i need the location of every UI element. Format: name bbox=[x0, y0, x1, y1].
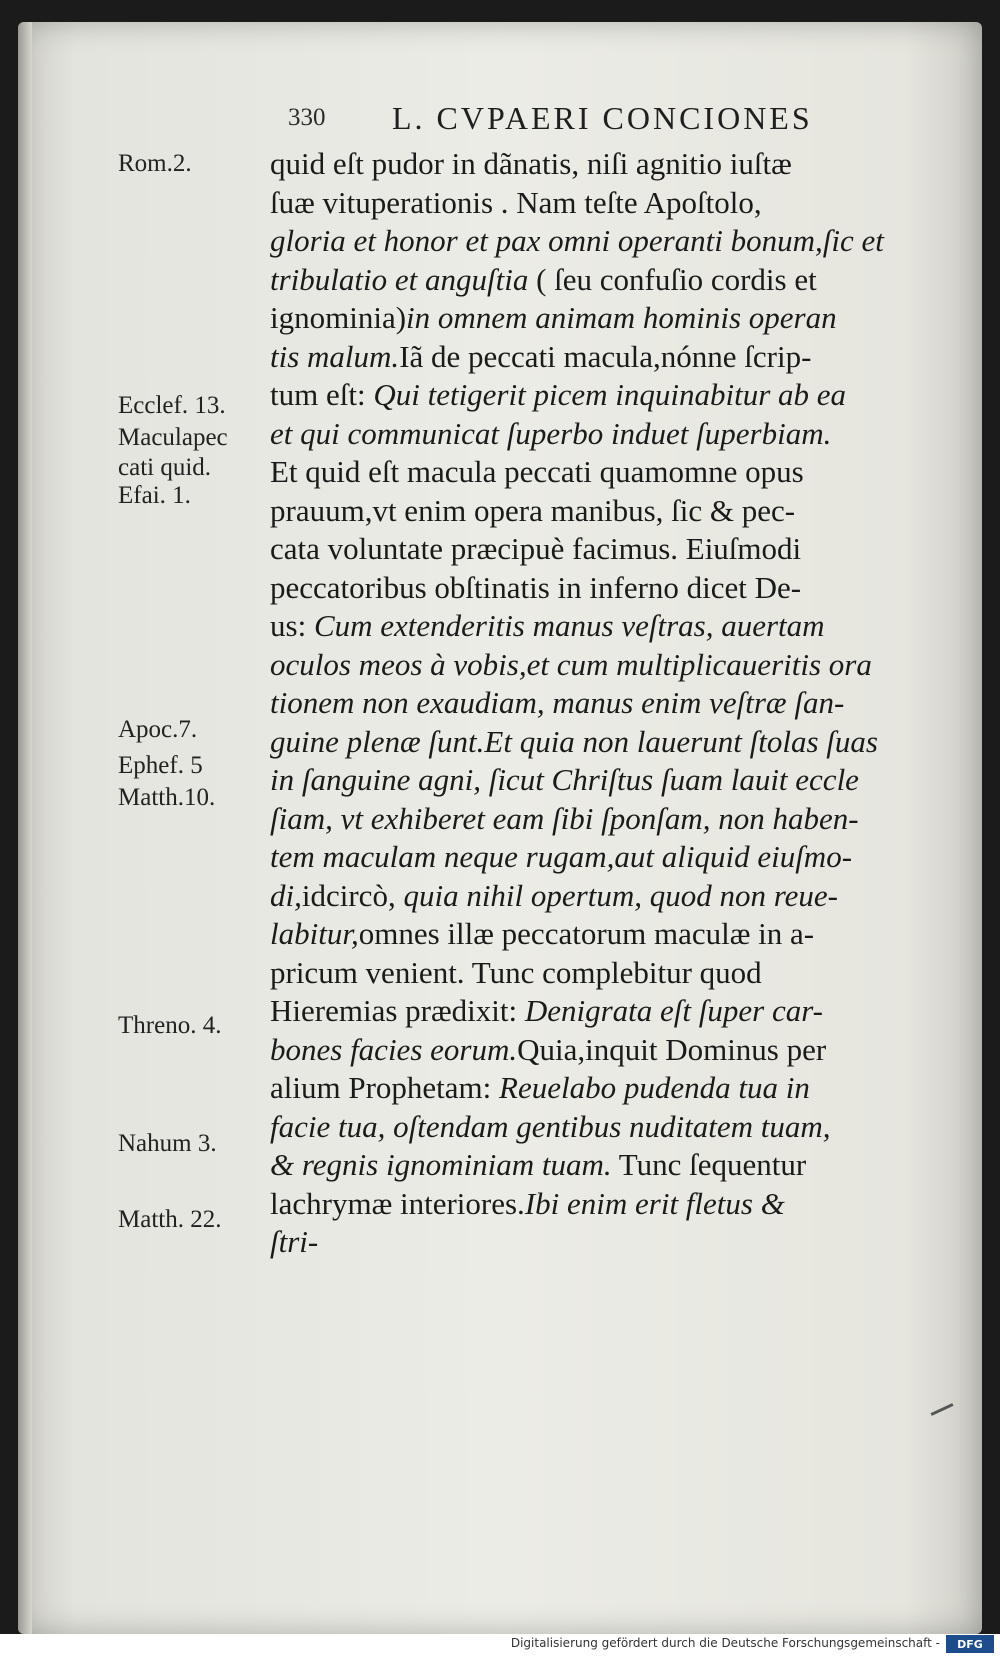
text-line bbox=[270, 1068, 930, 1108]
text-line bbox=[270, 1145, 930, 1185]
text-segment: Tunc ſequentur bbox=[611, 1147, 807, 1182]
text-line bbox=[270, 144, 930, 184]
italic-segment: in ſanguine agni, ſicut Chriſtus ſuam lauit eccle bbox=[270, 762, 859, 797]
text-line bbox=[270, 414, 930, 454]
text-segment: idcircò, bbox=[301, 877, 404, 913]
margin-note: Rom.2. bbox=[118, 150, 192, 177]
text-segment: omnes illæ peccatorum maculæ in a- bbox=[358, 916, 815, 951]
italic-segment: tribulatio et anguſtia bbox=[270, 261, 529, 297]
italic-segment: Reuelabo pudenda tua in bbox=[499, 1070, 810, 1105]
italic-segment: guine plenæ ſunt.Et quia non lauerunt ſtolas ſuas bbox=[270, 723, 878, 759]
text-segment: prauum,vt enim opera manibus, ſic & pec- bbox=[270, 492, 796, 528]
text-segment: ( ſeu confuſio cordis et bbox=[528, 261, 817, 297]
italic-segment: gloria et honor et pax omni operanti bonum,ſic et bbox=[270, 223, 884, 258]
italic-segment: di, bbox=[270, 877, 302, 913]
text-line bbox=[270, 452, 930, 492]
text-segment: Hieremias prædixit: bbox=[270, 993, 525, 1028]
text-segment: ſuæ vituperationis . Nam teſte Apoſtolo, bbox=[270, 184, 762, 220]
text-segment: Iã de peccati macula,nónne ſcrip- bbox=[399, 338, 812, 374]
text-line bbox=[270, 876, 930, 916]
margin-note: Matth.10. bbox=[118, 784, 216, 811]
text-line bbox=[270, 645, 930, 685]
text-line bbox=[270, 953, 930, 993]
margin-note: Efai. 1. bbox=[118, 482, 191, 509]
text-line bbox=[270, 991, 930, 1031]
text-line bbox=[270, 529, 930, 569]
text-line bbox=[270, 799, 930, 839]
text-line bbox=[270, 1107, 930, 1147]
text-line bbox=[270, 606, 930, 646]
italic-segment: Qui tetigerit picem inquinabitur ab ea bbox=[373, 377, 847, 412]
text-segment: ignominia) bbox=[270, 300, 407, 335]
text-line bbox=[270, 760, 930, 800]
footer-credit: Digitalisierung gefördert durch die Deutsche Forschungsgemeinschaft - bbox=[510, 1636, 940, 1650]
text-line bbox=[270, 221, 930, 261]
italic-segment: ſtri- bbox=[270, 1224, 319, 1259]
text-line bbox=[270, 914, 930, 954]
text-segment: peccatoribus obſtinatis in inferno dicet De- bbox=[270, 569, 802, 605]
margin-note: Maculapec bbox=[118, 424, 228, 451]
page-number: 330 bbox=[288, 104, 326, 131]
text-segment: Quia,inquit Dominus per bbox=[517, 1031, 827, 1067]
margin-note: Ephef. 5 bbox=[118, 752, 203, 779]
italic-segment: tionem non exaudiam, manus enim veſtræ ſan- bbox=[270, 685, 845, 720]
margin-note: cati quid. bbox=[118, 454, 212, 481]
text-segment: pricum venient. Tunc complebitur quod bbox=[270, 954, 762, 990]
text-line bbox=[270, 568, 930, 608]
margin-note: Matth. 22. bbox=[118, 1206, 222, 1233]
running-title: L. CVPAERI CONCIONES bbox=[392, 100, 813, 136]
text-segment: quid eſt pudor in dãnatis, niſi agnitio iuſtæ bbox=[270, 146, 792, 181]
italic-segment: labitur, bbox=[270, 916, 359, 951]
text-segment: cata voluntate præcipuè facimus. Eiuſmodi bbox=[270, 531, 802, 566]
text-segment: tum eſt: bbox=[270, 377, 374, 412]
text-line bbox=[270, 260, 930, 300]
margin-note: Threno. 4. bbox=[118, 1012, 222, 1039]
margin-note: Ecclef. 13. bbox=[118, 392, 226, 419]
italic-segment: oculos meos à vobis,et cum multiplicaueritis ora bbox=[270, 646, 872, 682]
text-segment: us: bbox=[270, 608, 314, 643]
text-line bbox=[270, 683, 930, 723]
text-line bbox=[270, 183, 930, 223]
margin-note: Nahum 3. bbox=[118, 1130, 217, 1157]
italic-segment: bones facies eorum. bbox=[270, 1031, 518, 1067]
italic-segment: tis malum. bbox=[270, 338, 400, 374]
italic-segment: et qui communicat ſuperbo induet ſuperbiam. bbox=[270, 415, 832, 451]
italic-segment: tem maculam neque rugam,aut aliquid eiuſmo- bbox=[270, 839, 853, 874]
text-segment: alium Prophetam: bbox=[270, 1070, 500, 1105]
italic-segment: ſiam, vt exhiberet eam ſibi ſponſam, non haben- bbox=[270, 800, 859, 836]
text-line bbox=[270, 837, 930, 877]
page-edge bbox=[18, 22, 32, 1634]
italic-segment: quia nihil opertum, quod non reue- bbox=[403, 877, 838, 913]
italic-segment: Ibi enim erit fletus & bbox=[524, 1185, 785, 1221]
dfg-logo: DFG bbox=[946, 1635, 994, 1653]
text-line bbox=[270, 1030, 930, 1070]
text-segment: Et quid eſt macula peccati quamomne opus bbox=[270, 454, 804, 489]
italic-segment: Cum extenderitis manus veſtras, auertam bbox=[313, 608, 825, 643]
text-line bbox=[270, 375, 930, 415]
text-line bbox=[270, 337, 930, 377]
text-line bbox=[270, 298, 930, 338]
text-line bbox=[270, 491, 930, 531]
text-line bbox=[270, 1222, 930, 1262]
italic-segment: Denigrata eſt ſuper car- bbox=[524, 993, 823, 1028]
text-line bbox=[270, 722, 930, 762]
italic-segment: in omnem animam hominis operan bbox=[406, 300, 837, 335]
footer-bar bbox=[0, 1634, 1000, 1656]
margin-note: Apoc.7. bbox=[118, 716, 198, 743]
italic-segment: & regnis ignominiam tuam. bbox=[270, 1147, 612, 1182]
text-line bbox=[270, 1184, 930, 1224]
text-segment: lachrymæ interiores. bbox=[270, 1185, 525, 1221]
italic-segment: facie tua, oſtendam gentibus nuditatem tuam, bbox=[270, 1108, 831, 1144]
page-header bbox=[0, 100, 1000, 144]
